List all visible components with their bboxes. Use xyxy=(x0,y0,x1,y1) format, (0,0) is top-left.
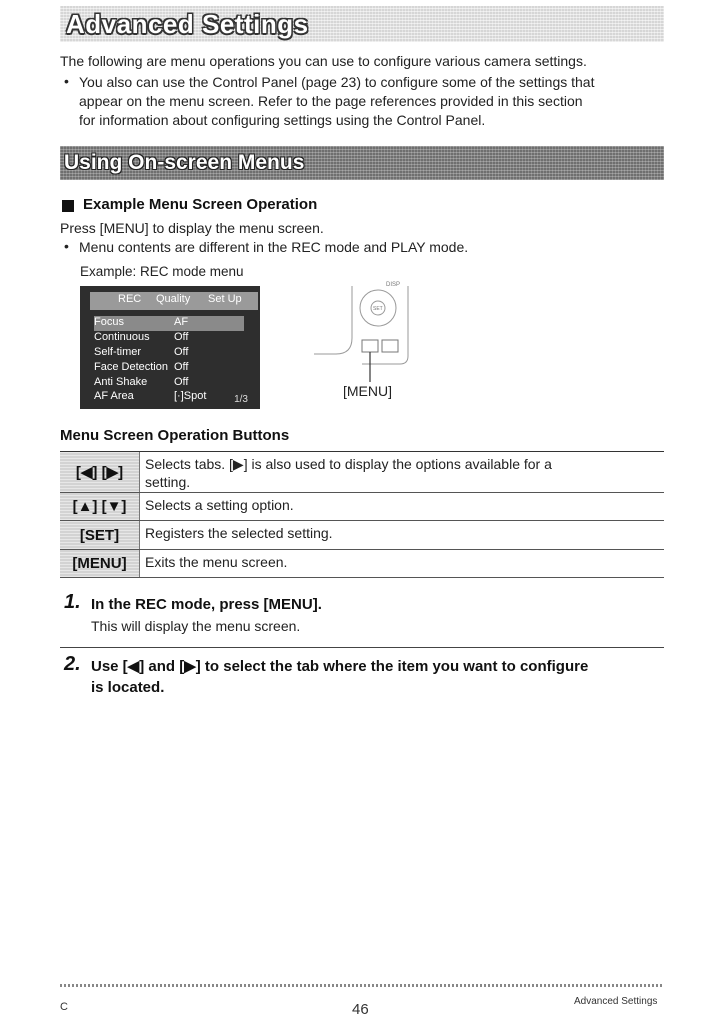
menu-row xyxy=(94,331,189,346)
menu-row-label: Continuous xyxy=(94,331,150,343)
intro-bullet-line-1: You also can use the Control Panel (page 23) to configure some of the settings that xyxy=(79,74,595,90)
table-desc xyxy=(140,452,558,492)
table-key-set: [SET] xyxy=(60,521,140,549)
menu-tab-setup: Set Up xyxy=(208,293,242,305)
table-desc-line: setting. xyxy=(145,474,191,490)
table-desc-line: Selects a setting option. xyxy=(145,497,294,513)
menu-row-value: AF xyxy=(174,316,189,328)
menu-row-label: Anti Shake xyxy=(94,376,148,388)
menu-tab-rec: REC xyxy=(118,293,142,305)
menu-row-value: Off xyxy=(174,361,189,373)
intro-text: The following are menu operations you can use to configure various camera settings. xyxy=(60,53,587,69)
square-bullet-icon xyxy=(62,200,74,212)
table-row xyxy=(60,550,664,578)
menu-row xyxy=(94,376,189,391)
section-title: Using On-screen Menus xyxy=(64,151,305,174)
buttons-table xyxy=(60,451,664,578)
table-row xyxy=(60,452,664,493)
menu-button-caption: [MENU] xyxy=(343,383,392,399)
menu-row xyxy=(94,316,244,331)
table-desc-line: Selects tabs. [▶] is also used to display the options available for a xyxy=(145,456,552,472)
menu-row xyxy=(94,390,207,405)
footer-left-mark: C xyxy=(60,1001,68,1013)
disp-label: DISP xyxy=(386,282,401,288)
step-note: This will display the menu screen. xyxy=(91,618,301,634)
menu-row-value: [·]Spot xyxy=(174,390,207,402)
menu-row-label: AF Area xyxy=(94,390,134,402)
intro-bullet-line-3: for information about configuring settings using the Control Panel. xyxy=(79,112,486,128)
menu-tab-quality: Quality xyxy=(156,293,191,305)
table-desc xyxy=(140,550,293,577)
step-number: 2. xyxy=(64,653,81,675)
menu-row-label: Focus xyxy=(94,316,124,328)
example-heading: Example Menu Screen Operation xyxy=(83,196,318,213)
table-desc xyxy=(140,521,339,549)
rec-menu-screenshot xyxy=(80,286,260,409)
page-title: Advanced Settings xyxy=(66,9,309,39)
camera-control-panel-diagram xyxy=(312,278,432,388)
table-row xyxy=(60,521,664,550)
page-number: 46 xyxy=(352,1001,369,1018)
menu-row-value: Off xyxy=(174,376,189,388)
intro-bullet-line-2: appear on the menu screen. Refer to the page references provided in this section xyxy=(79,93,583,109)
step-text: In the REC mode, press [MENU]. xyxy=(91,596,322,613)
example-line: Press [MENU] to display the menu screen. xyxy=(60,220,324,236)
step-divider xyxy=(60,647,664,648)
footer-divider xyxy=(60,984,664,987)
bullet-dot: • xyxy=(64,238,69,254)
buttons-heading: Menu Screen Operation Buttons xyxy=(60,427,290,444)
table-row xyxy=(60,493,664,521)
table-desc-line: Registers the selected setting. xyxy=(145,525,333,541)
table-desc-line: Exits the menu screen. xyxy=(145,554,288,570)
menu-row xyxy=(94,361,189,376)
menu-button-icon xyxy=(362,340,378,352)
set-label: SET xyxy=(373,306,383,312)
table-key-menu: [MENU] xyxy=(60,550,140,577)
footer-section-name: Advanced Settings xyxy=(574,996,658,1007)
menu-row-label: Face Detection xyxy=(94,361,168,373)
table-key-up-down: [▲] [▼] xyxy=(60,493,140,520)
example-bullet: Menu contents are different in the REC mode and PLAY mode. xyxy=(79,239,469,255)
step-text-line: Use [◀] and [▶] to select the tab where the item you want to configure xyxy=(91,658,589,675)
example-caption: Example: REC mode menu xyxy=(80,264,244,279)
section-header xyxy=(60,146,664,180)
menu-row-value: Off xyxy=(174,331,189,343)
step-number: 1. xyxy=(64,591,81,613)
play-button-icon xyxy=(382,340,398,352)
step-text-line: is located. xyxy=(91,679,165,696)
title-bar xyxy=(60,6,664,42)
menu-row xyxy=(94,346,189,361)
menu-page-indicator: 1/3 xyxy=(234,394,248,405)
menu-row-value: Off xyxy=(174,346,189,358)
menu-row-label: Self-timer xyxy=(94,346,142,358)
table-key-left-right: [◀] [▶] xyxy=(60,452,140,492)
menu-tab-bar xyxy=(90,292,258,310)
bullet-dot: • xyxy=(64,73,69,89)
table-desc xyxy=(140,493,300,520)
